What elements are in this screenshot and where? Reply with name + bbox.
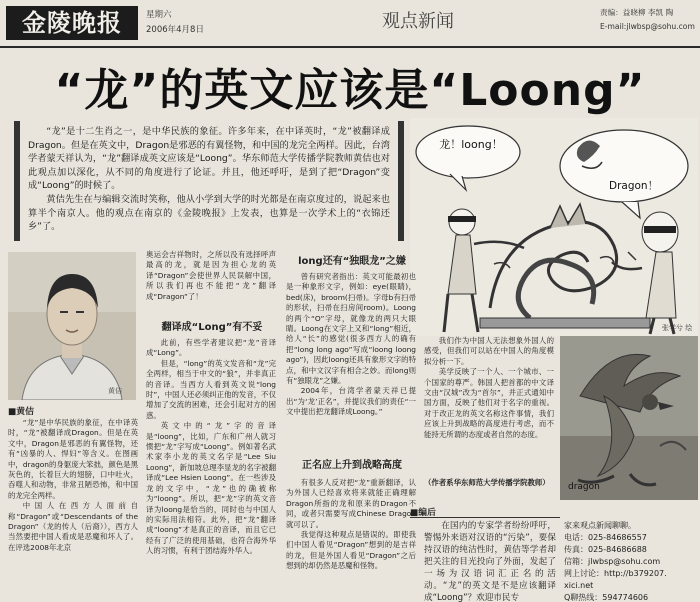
- editor-note: [424, 520, 556, 602]
- article-column-3b: [286, 478, 416, 602]
- editor-line: 责编：益晓柳 李凯 陶: [600, 8, 674, 17]
- section-title: 观点新闻: [382, 11, 454, 32]
- article-column-2-top: [146, 250, 276, 314]
- subheading-long: 翻译成“Long”有不妥: [161, 322, 263, 333]
- lead-paragraph: “龙”是十二生肖之一，是中华民族的象征。许多年来，在中译英时，“龙”被翻译成Dragon。但是在英文中，Dragon是邪恶的有翼怪物，和中国的龙完全两样。因此，台湾学者蒙天祥认为，“龙”翻译成英文应该是“Loong”。华东师范大学传播学院教师黄佶也对此观点加以深化，从不同的角度进行了论证。并且，他还呼吁，是到了把“Dragon”变成“Loong”的时候了。: [28, 126, 390, 192]
- subheading-strategy: 正名应上升到战略高度: [302, 460, 402, 471]
- issue-date: 2006年4月8日: [146, 25, 204, 35]
- body-paragraph: 但是，“long”的英文发音和“龙”完全两样，相当于中文的“狼”，并非真正的音译。当西方人看到英文说“long时”，中国人还必须纠正他的发音，不仅增加了交流的困难，还会引起对方的困惑。: [146, 358, 276, 420]
- subheading-one-eyed: long还有“独眼龙”之嫌: [298, 256, 406, 267]
- article-column-4: [424, 336, 554, 476]
- article-column-2: [146, 338, 276, 602]
- body-paragraph: “龙”是中华民族的象征，在中译英时，“龙”被翻译成Dragon。但是在英文中，Dragon是邪恶的有翼怪物，还有“凶暴的人、悍妇”等含义。在图画中，dragon的身躯庞大笨拙，颜色是黑灰色的，长着巨大的翅膀，口中吐火，吞噬人和动物，非常丑陋恐怖，和中国的龙完全两样。: [8, 418, 138, 500]
- contact-fax: 传真：025-84686688: [564, 545, 647, 554]
- body-paragraph: 2004年，台湾学者蒙天祥已提出“为‘龙’正名”，并提议我们的责任“一文中提出把龙翻译成Loong。”: [286, 386, 416, 417]
- body-paragraph: 奥运会吉祥物时，之所以没有选择呼声最高的龙，就是因为担心龙的英译“Dragon”会使世界人民误解中国，所以我们再也不能把“龙”翻译成“Dragon”了！: [146, 250, 276, 301]
- portrait-caption: ■黄佶: [8, 407, 34, 417]
- body-paragraph: 曾有研究者指出：英文可能最初也是一种象形文字，例如：eye(眼睛)，bed(床)，broom(扫帚)。字母b有扫帚的形状，扫帚在扫房间room)。Loong的两个“O”字母，就像龙的两只大眼睛。Loong在文字上又和“long”相近，给人“长”的感觉(很多西方人的确有把“long long ago”写成“loong loong ago”)，因此loong还具有象形文字的特点，和中文汉字有相合之妙。而long则有“独眼龙”之嫌。: [286, 272, 416, 386]
- body-paragraph: 有很多人反对把“龙”重新翻译，认为外国人已经喜欢将来就能正确理解Dragon所指的龙和原来的Dragon不同，或者只需要写成Chinese Dragon就可以了。: [286, 478, 416, 529]
- body-paragraph: 此前，有些学者建议把“龙”音译成“Long”。: [146, 338, 276, 358]
- dragon-image-label: dragon: [568, 482, 600, 492]
- portrait-photo: [8, 252, 136, 400]
- speech-bubble-left: 龙！loong！: [439, 138, 503, 151]
- contact-qq: Q聊热线：594774606: [564, 593, 649, 602]
- editor-email[interactable]: E-mail:jlwbsp@sohu.com: [600, 22, 695, 31]
- body-paragraph: 英文中的“龙”字的音译是“loong”，比如，广东和广州人就习惯把“龙”字写成“Loong”。例如著名武术家李小龙的英文名字是“Lee Siu Loong”，新加坡总理李显龙的名字被翻译成“Lee Hsien Loong”。在一些涉及龙的文字中，“龙”也的确被称为“loong”。所以，把“龙”字的英文音译为loong是恰当的，同时也与中国人的实际用法相符。此外，把“龙”翻译成“loong”才是真正的音译，而且它已经有了广泛的使用基础，也符合海外华人的习惯，有利于团结海外华人。: [146, 421, 276, 556]
- editor-note-text: 在国内的专家学者纷纷呼吁，警惕外来语对汉语的“污染”，要保持汉语的纯洁性时，黄佶等学者却把关注的目光投向了外面，发起了一场为汉语词汇正名的活动。“龙”的英文是不是应该翻译成“Loong”？欢迎市民专: [424, 521, 556, 602]
- contact-phone: 电话：025-84686557: [564, 533, 647, 542]
- author-affiliation: （作者系华东师范大学传播学院教师）: [424, 478, 550, 487]
- body-paragraph: 中国人在西方人面前自称“Dragon”或“Descendants of the Dragon”（龙的传人（后裔）），西方人当然要把中国人看成是恶魔和坏人了。在评选2008年北京: [8, 501, 138, 552]
- body-paragraph: 美学反映了一个人、一个城市、一个国家的尊严。韩国人把首都的中文译文由“汉城”改为“首尔”，并正式通知中国方面，反映了他们对于名字的重视。对于改正龙的英文名称这件事情，我们应该上升到战略的高度进行考虑，而不能持无所谓的态度或者自然的态度。: [424, 367, 554, 439]
- editor-note-title: ■编后: [410, 508, 436, 518]
- dragon-picture: [560, 336, 698, 500]
- article-column-3a: [286, 272, 416, 450]
- contact-invite: 家来观点新闻聊聊。: [564, 521, 636, 530]
- contact-info: [564, 520, 700, 602]
- portrait-photo-sign: 黄佶: [108, 387, 122, 395]
- editor-note-rule: [410, 517, 560, 518]
- western-dragon-image: [560, 336, 698, 500]
- illustrator-signature: 张学兮 绘: [662, 324, 693, 332]
- contact-forum-url-cont[interactable]: xici.net: [564, 581, 594, 590]
- lead-paragraph: 黄佶先生在与编辑交流时笑称，他从小学到大学的时光都是在南京度过的，说起来也算半个南京人。他的观点在南京的《金陵晚报》上发表，也算是一次学术上的“衣锦还乡”了。: [28, 193, 390, 233]
- masthead-rule: [0, 46, 700, 48]
- issue-weekday: 星期六: [146, 10, 172, 20]
- newspaper-logo: 金陵晚报: [6, 6, 138, 40]
- lead-box: [14, 121, 404, 241]
- author-portrait: [8, 252, 136, 400]
- body-paragraph: 我们作为中国人无法想象外国人的感受，但我们可以站在中国人的角度模拟分析一下。: [424, 336, 554, 366]
- headline: “龙”的英文应该是“Loong”: [54, 65, 646, 116]
- body-paragraph: 我觉得这种观点是错误的。即使我们中国人看见“Dragon”想到的是吉祥的龙，但是外国人看见“Dragon”之后想到的却仍然是恶魔和怪物。: [286, 530, 416, 571]
- article-column-1: [8, 418, 138, 602]
- contact-forum-url[interactable]: 网上讨论：http://b379207.: [564, 569, 667, 578]
- contact-email[interactable]: 信箱：jlwbsp@sohu.com: [564, 557, 661, 566]
- speech-bubble-right: Dragon！: [609, 180, 659, 192]
